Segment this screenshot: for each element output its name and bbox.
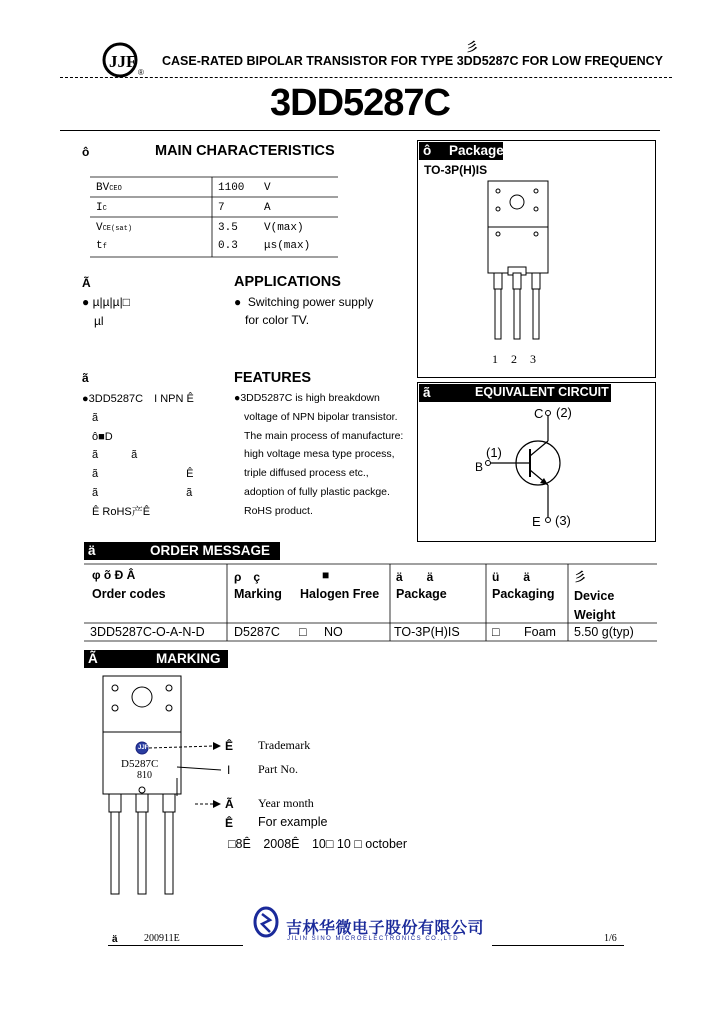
company-name-en: JILIN SINO MICROELECTRONICS CO.,LTD [287,936,460,942]
logo-text: JJF [109,52,137,71]
order-cn-header: ρ ç [234,570,261,584]
char-val-bvceo: 1100 [218,182,245,194]
features-cn-list [82,390,194,522]
features-line: RoHS product. [244,504,313,517]
marking-heading: MARKING [156,651,221,666]
features-cn-line: ã ã [92,449,138,462]
order-header-weight: Device Weight [574,589,616,622]
features-line: high voltage mesa type process, [244,448,395,461]
features-cn-line: ã [92,411,99,424]
company-name-cn: 吉林华微电子股份有限公司 [286,920,485,937]
char-unit-ic: A [264,202,271,214]
order-header-codes: Order codes [92,587,166,601]
package-type: TO-3P(H)IS [424,163,488,177]
order-cn-header: ü ä [492,570,531,584]
yearmonth-label: Year month [258,796,314,810]
main-char-heading: MAIN CHARACTERISTICS [155,143,335,159]
features-cn-line: Ê RoHS产Ê [92,505,151,518]
order-heading: ORDER MESSAGE [150,543,271,558]
circuit-cn: ã [423,385,431,400]
trademark-label: Trademark [258,738,311,752]
pin-label-3: 3 [530,352,536,366]
footer-cn-glyph: ä [112,934,118,945]
applications-line1: ● Switching power supply [234,295,374,309]
order-cn-header: 彡 [574,570,587,584]
features-line: The main process of manufacture: [244,429,404,442]
features-line: adoption of fully plastic packge. [244,485,390,498]
applications-cn: Ã [82,276,91,290]
package-box [417,140,656,378]
order-cn-header: ä ä [396,570,434,584]
features-heading: FEATURES [234,370,312,386]
main-char-table [90,177,338,257]
header-divider [60,77,672,78]
char-unit-vcesat: V(max) [264,222,304,234]
pin-label-1: 1 [492,352,498,366]
order-bar [84,542,280,560]
order-header-packaging: Packaging [492,587,555,601]
applications-cn-line1: ● µ|µ|µ|□ [82,295,130,309]
example-label: For example [258,815,328,829]
marked-device-drawing [95,670,328,910]
char-val-ic: 7 [218,202,225,214]
order-cn: ä [88,543,96,558]
yearmonth-cn: Ã [225,797,234,811]
features-list [234,389,403,521]
features-cn-line: ã ã [92,486,193,499]
features-cn-line: ã Ê [92,468,194,481]
circuit-box [417,382,656,542]
order-halogen-value: NO [324,625,343,639]
order-marking-value: D5287C [234,625,280,639]
char-sym-bvceo: BVCEO [96,182,122,194]
to3p-package-drawing [418,141,657,379]
order-cn-header: ■ [322,568,330,582]
partno-label: Part No. [258,762,298,776]
features-cn: ã [82,371,89,385]
base-pin: (1) [486,445,502,460]
circuit-heading: EQUIVALENT CIRCUIT [475,385,609,399]
device-part-text: D5287C [121,758,159,770]
order-halogen-cn: □ [299,625,307,639]
page-number: 1/6 [604,933,617,944]
order-table [84,564,657,642]
logo-icon [100,42,150,78]
collector-pin: (2) [556,405,572,420]
part-divider [60,130,660,131]
footer-line-left [108,945,243,946]
order-header-halogen: Halogen Free [300,587,380,601]
features-cn-line: ●3DD5287C I NPN Ê [82,393,194,405]
partno-cn: I [227,763,231,777]
order-weight-value: 5.50 g(typ) [574,625,634,639]
example-detail: □8Ê 2008Ê 10□ 10 □ october [228,837,408,851]
features-line: triple diffused process etc., [244,467,369,480]
char-val-tf: 0.3 [218,240,238,252]
example-cn: Ê [225,816,234,830]
title-cn-glyph: 彡 [466,40,479,54]
features-cn-line: ô■D [92,430,113,443]
order-header-package: Package [396,587,447,601]
main-char-cn: ô [82,145,90,159]
part-number: 3DD5287C [270,82,450,124]
order-cn-header: φ õ Ð Â [92,568,136,582]
package-heading: Package [449,143,504,158]
char-unit-tf: μs(max) [264,240,311,252]
company-logo [100,42,150,78]
applications-heading: APPLICATIONS [234,274,341,290]
registered-mark: ® [138,68,144,77]
doc-title: CASE-RATED BIPOLAR TRANSISTOR FOR TYPE 3DD5287C FOR LOW FREQUENCY [162,54,663,68]
applications-cn-line2: µl [94,314,104,328]
features-line: voltage of NPN bipolar transistor. [244,410,398,423]
order-package-value: TO-3P(H)IS [394,625,460,639]
order-packaging-value: Foam [524,625,556,639]
pin-label-2: 2 [511,352,517,366]
footer-line-right [492,945,624,946]
order-code-value: 3DD5287C-O-A-N-D [90,625,205,639]
order-header-marking: Marking [234,587,282,601]
emitter-pin: (3) [555,513,571,528]
footer-date: 200911E [144,933,180,944]
char-sym-vcesat: VCE(sat) [96,222,133,234]
char-unit-bvceo: V [264,182,271,194]
package-cn: ô [423,143,432,158]
order-packaging-cn: □ [492,625,500,639]
company-logo-icon [252,906,280,938]
emitter-label: E [532,514,541,529]
device-logo-text: JJF [138,745,149,751]
char-sym-ic: IC [96,202,107,214]
device-code-text: 810 [137,770,152,781]
char-val-vcesat: 3.5 [218,222,238,234]
features-line: ●3DD5287C is high breakdown [234,392,380,404]
collector-label: C [534,406,544,421]
applications-line2: for color TV. [245,313,310,327]
marking-bar [84,650,228,668]
marking-cn: Ã [88,651,98,666]
trademark-cn: Ê [225,739,234,753]
char-sym-tf: tf [96,240,107,252]
base-label: B [475,460,484,474]
